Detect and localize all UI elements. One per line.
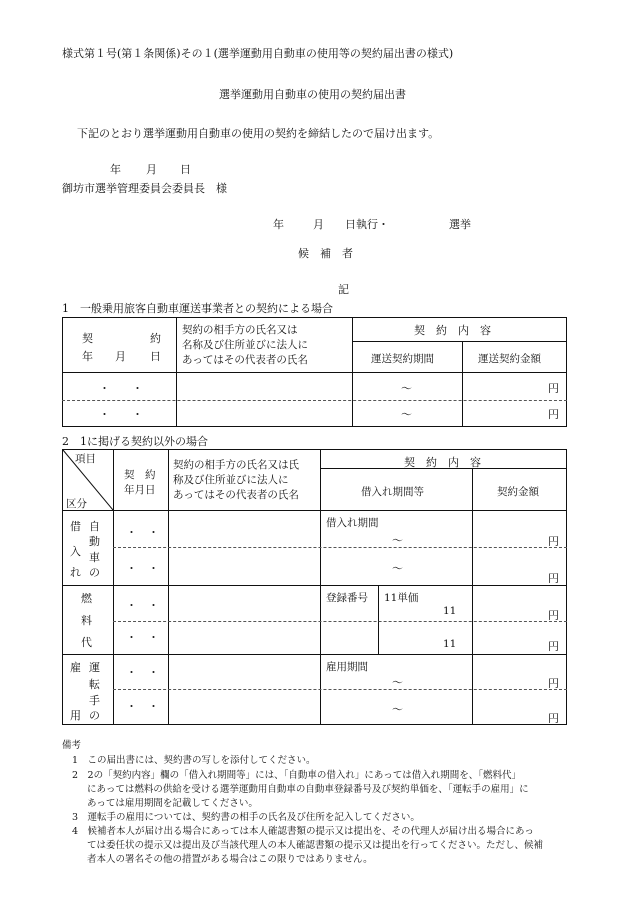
- addressee: 御坊市選挙管理委員会委員長 様: [62, 182, 227, 195]
- note-4c: 者本人の署名その他の措置がある場合はこの限りではありません。: [87, 854, 373, 865]
- s2-hire-period-label: 雇用期間: [326, 661, 368, 673]
- s1-row2-yen: 円: [548, 408, 559, 421]
- s2-vline-fuel: [378, 585, 379, 654]
- s2-fuel-char-2: 料: [81, 614, 92, 627]
- s2-fuel-char-1: 燃: [81, 592, 92, 605]
- s1-row2-date: ・ ・: [99, 408, 143, 421]
- s2-fuel-row1-date: ・ ・: [126, 599, 159, 612]
- s2-fuel-row1-eleven: 11: [443, 605, 457, 617]
- s2-rental-char-2: 自: [89, 520, 100, 533]
- s2-rental-char-3: 動: [89, 535, 100, 548]
- s2-rental-row2-tilde: ～: [392, 562, 403, 575]
- s2-party-1: 契約の相手方の氏名又は氏: [173, 459, 299, 471]
- s2-fuel-row1-yen: 円: [548, 609, 559, 622]
- s2-rental-char-1: 借: [70, 520, 81, 533]
- s2-party-2: 称及び住所並びに法人に: [173, 474, 289, 486]
- s2-driver-row1-yen: 円: [548, 677, 559, 690]
- s1-year: 年: [82, 350, 93, 363]
- s2-rental-char-4: 入: [70, 545, 81, 558]
- s2-vline-3: [320, 449, 321, 725]
- s1-amount: 運送契約金額: [478, 353, 541, 365]
- s2-driver-row2-yen: 円: [548, 712, 559, 725]
- s2-driver-char-4: 手: [89, 694, 100, 707]
- s2-amount: 契約金額: [497, 486, 539, 498]
- candidate-label: 候 補 者: [298, 247, 353, 260]
- s2-driver-char-3: 転: [89, 678, 100, 691]
- s1-contract-a: 契: [82, 332, 93, 345]
- s2-vline-4b: [472, 585, 473, 654]
- s2-rental-char-7: の: [89, 566, 100, 579]
- s2-party-3: あってはその代表者の氏名: [173, 489, 299, 501]
- s2-driver-row2-tilde: ～: [392, 703, 403, 716]
- s1-row1-date: ・ ・: [99, 382, 143, 395]
- s2-rental-char-6: れ: [70, 566, 81, 579]
- s2-fuel-divider: [113, 621, 567, 622]
- s2-contents: 契 約 内 容: [404, 456, 481, 469]
- note-2c: あっては雇用期間を記載してください。: [87, 798, 258, 809]
- s2-fuel-reg-no: 登録番号: [326, 592, 368, 604]
- section1-hline-contents: [352, 341, 567, 342]
- s2-date: 年月日: [124, 484, 156, 496]
- section1-hline-header: [62, 372, 567, 373]
- s1-party-3: あってはその代表者の氏名: [182, 354, 308, 366]
- election-month-label: 月: [313, 218, 324, 231]
- s2-item: 項目: [75, 453, 96, 465]
- note-2a: 2 2の「契約内容」欄の「借入れ期間等」には、「自動車の借入れ」にあっては借入れ期間を、「燃料代」: [72, 770, 521, 781]
- s1-contract-b: 約: [150, 332, 161, 345]
- s2-contract: 契 約: [124, 469, 156, 481]
- s2-driver-divider: [113, 689, 567, 690]
- s2-hline-rental: [62, 585, 567, 586]
- note-4a: 4 候補者本人が届け出る場合にあっては本人確認書類の提示又は提出を、その代理人が届け出る場合にあっ: [72, 826, 534, 837]
- s1-day: 日: [150, 350, 161, 363]
- s2-rental-row1-yen: 円: [548, 535, 559, 548]
- s2-hline-header: [62, 510, 567, 511]
- s1-row1-yen: 円: [548, 382, 559, 395]
- s2-rental-period-label: 借入れ期間: [326, 517, 379, 529]
- s2-vline-1: [113, 449, 114, 725]
- s2-rental-row2-date: ・ ・: [126, 562, 159, 575]
- date-year-label: 年: [110, 163, 121, 176]
- s1-party-1: 契約の相手方の氏名又は: [182, 324, 298, 336]
- intro-text: 下記のとおり選挙運動用自動車の使用の契約を締結したので届け出ます。: [77, 127, 440, 140]
- s2-vline-2: [168, 449, 169, 725]
- s1-month: 月: [115, 350, 126, 363]
- note-3: 3 運転手の雇用については、契約書の相手の氏名及び住所を記入してください。: [72, 812, 420, 823]
- s1-row1-tilde: ～: [401, 382, 412, 395]
- s2-fuel-row2-yen: 円: [548, 640, 559, 653]
- s2-driver-row2-date: ・ ・: [126, 700, 159, 713]
- notes-title: 備考: [62, 740, 82, 751]
- s2-fuel-row2-eleven: 11: [443, 638, 457, 650]
- s2-driver-char-6: の: [89, 709, 100, 722]
- election-year-label: 年: [273, 218, 284, 231]
- section1-heading: 1 一般乗用旅客自動車運送事業者との契約による場合: [62, 302, 333, 315]
- s2-driver-char-5: 用: [70, 709, 81, 722]
- section1-vline-3: [462, 341, 463, 427]
- s2-fuel-row2-date: ・ ・: [126, 631, 159, 644]
- s2-rental-row1-date: ・ ・: [126, 526, 159, 539]
- s1-row2-tilde: ～: [401, 408, 412, 421]
- s1-party-2: 名称及び住所並びに法人に: [182, 339, 308, 351]
- s2-driver-char-1: 雇: [70, 661, 81, 674]
- section2-heading: 2 1に掲げる契約以外の場合: [62, 435, 208, 448]
- section1-row-divider: [62, 400, 567, 401]
- s2-rental-row1-tilde: ～: [392, 534, 403, 547]
- s2-hline-fuel: [62, 654, 567, 655]
- s2-vline-4a: [472, 468, 473, 585]
- election-day-exec-label: 日執行・: [345, 218, 389, 231]
- s2-rental-char-5: 車: [89, 551, 100, 564]
- s2-period: 借入れ期間等: [361, 486, 424, 498]
- ki-label: 記: [338, 283, 349, 296]
- date-month-label: 月: [146, 163, 157, 176]
- note-4b: ては委任状の提示又は提出及び当該代理人の本人確認書類の提示又は提出を行ってください。ただし、候補: [87, 840, 544, 851]
- s2-driver-row1-tilde: ～: [392, 676, 403, 689]
- s2-rental-row2-yen: 円: [548, 572, 559, 585]
- date-day-label: 日: [180, 163, 191, 176]
- s1-period: 運送契約期間: [371, 353, 434, 365]
- s1-contents: 契 約 内 容: [414, 324, 491, 337]
- s2-fuel-char-3: 代: [81, 636, 92, 649]
- note-2b: にあっては燃料の供給を受ける選挙運動用自動車の自動車登録番号及び契約単価を、「運転手の雇用」に: [87, 784, 529, 795]
- s2-category: 区分: [66, 498, 87, 510]
- document-title: 選挙運動用自動車の使用の契約届出書: [219, 88, 406, 101]
- s2-driver-char-2: 運: [89, 661, 100, 674]
- s2-rental-divider: [113, 547, 567, 548]
- note-1: 1 この届出書には、契約書の写しを添付してください。: [72, 755, 316, 766]
- election-label: 選挙: [449, 218, 471, 231]
- form-number: 様式第１号(第１条関係)その１(選挙運動用自動車の使用等の契約届出書の様式): [62, 47, 454, 60]
- s2-fuel-unit-price: 11単価: [384, 592, 419, 604]
- s2-driver-row1-date: ・ ・: [126, 666, 159, 679]
